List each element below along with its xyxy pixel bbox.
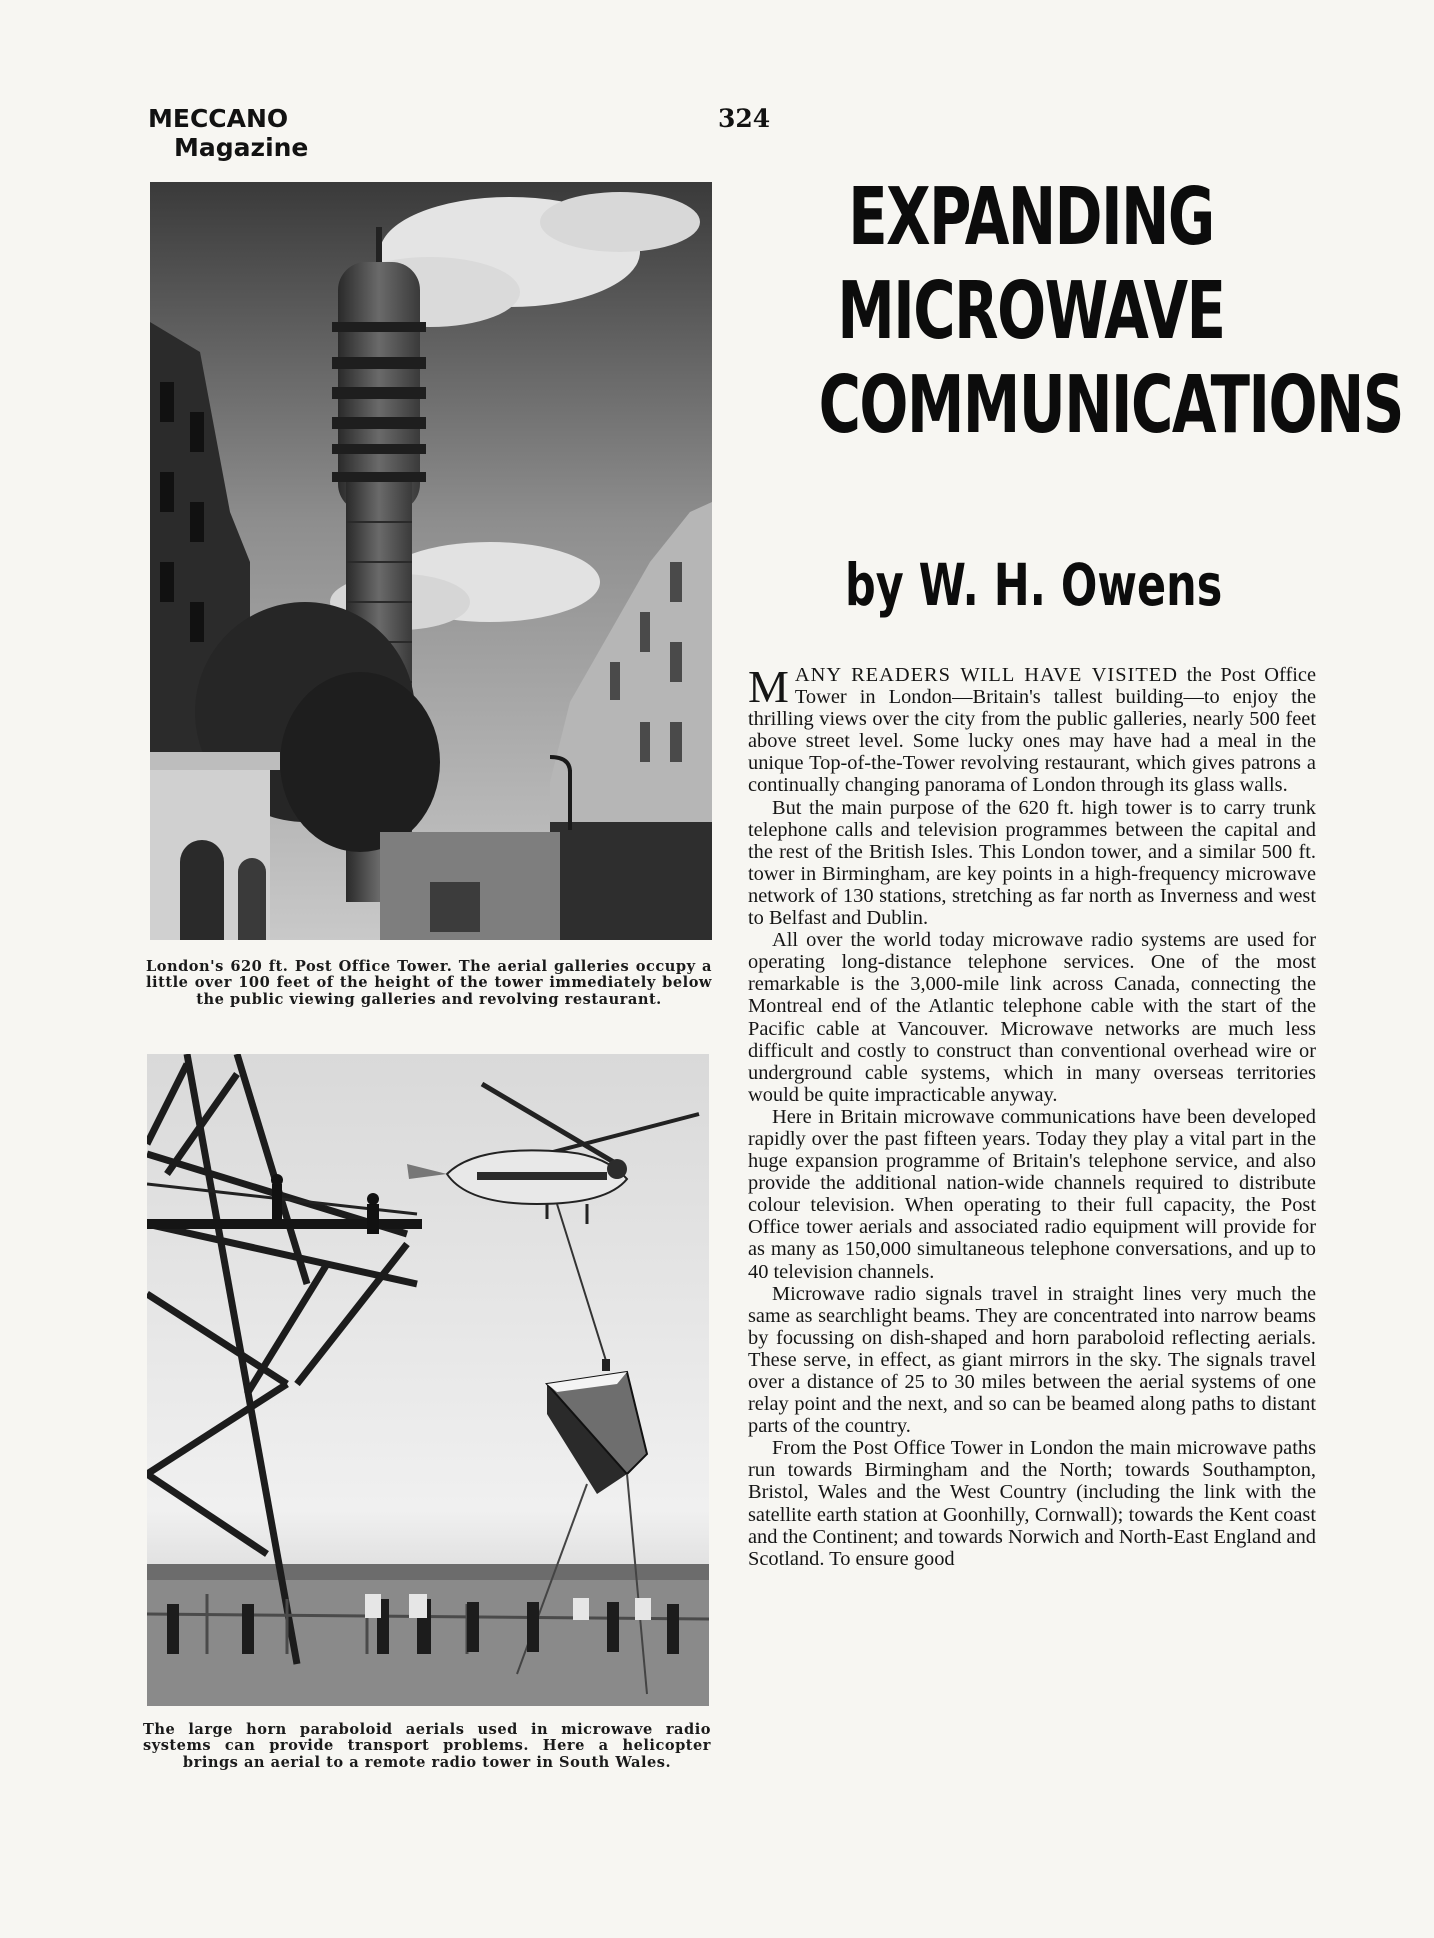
helicopter-aerial-photo: [147, 1054, 709, 1706]
masthead-line-1: MECCANO: [148, 104, 289, 133]
article-body: [748, 661, 1316, 1570]
post-office-tower-photo: [150, 182, 712, 940]
paragraph-1: [748, 661, 1316, 797]
paragraph-6: From the Post Office Tower in London the main microwave paths run towards Birmingham and the North; towards Southampton, Bristol, Wales and the West Country (including the link with the satellite earth station at Goonhilly, Cornwall); towards the Kent coast and the Continent; and towards Norwich and North-East England and Scotland. To ensure good: [748, 1437, 1316, 1570]
magazine-masthead: [148, 104, 308, 162]
paragraph-3: All over the world today microwave radio systems are used for operating long-distance telephone services. One of the most remarkable is the 3,000-mile link across Canada, connecting the Montreal end of the Atlantic telephone cable with the start of the Pacific cable at Vancouver. Microwave networks are much less difficult and costly to construct than conventional overhead wire or underground cable systems, which in many overseas territories would be quite impracticable anyway.: [748, 929, 1316, 1106]
article-title: [818, 170, 1403, 452]
masthead-line-2: Magazine: [174, 133, 309, 162]
title-line-1: EXPANDING: [848, 171, 1214, 263]
lead-caps: ANY READERS WILL HAVE VISITED: [794, 664, 1178, 686]
paragraph-4: Here in Britain microwave communications have been developed rapidly over the past fifteen years. Today they play a vital part in the huge expansion programme of Britain's telephone service, and also provide the additional nation-wide channels required to distribute colour television. When operating to their full capacity, the Post Office tower aerials and associated radio equipment will provide for as many as 150,000 simultaneous telephone conversations, and up to 40 television channels.: [748, 1105, 1316, 1283]
paragraph-1-text: the Post Office Tower in London—Britain's tallest building—to enjoy the thrilling views over the city from the public galleries, nearly 500 feet above street level. Some lucky ones may have had a meal in the unique Top-of-the-Tower revolving restaurant, which gives patrons a continually changing panorama of London through its glass walls.: [748, 664, 1316, 797]
drop-cap: M: [748, 661, 789, 712]
paragraph-5: Microwave radio signals travel in straight lines very much the same as searchlight beams. They are concentrated into narrow beams by focussing on dish-shaped and horn paraboloid reflecting aerials. These serve, in effect, as giant mirrors in the sky. The signals travel over a distance of 25 to 30 miles between the aerial systems of one relay point and the next, and so can be beamed along paths to distant parts of the country.: [748, 1282, 1316, 1438]
author-byline: by W. H. Owens: [845, 551, 1223, 619]
title-line-3: COMMUNICATIONS: [818, 359, 1403, 451]
paragraph-2: But the main purpose of the 620 ft. high tower is to carry trunk telephone calls and television programmes between the capital and the rest of the British Isles. This London tower, and a similar 500 ft. tower in Birmingham, are key points in a high-frequency microwave network of 130 stations, stretching as far north as Inverness and west to Belfast and Dublin.: [748, 796, 1316, 930]
page-number: 324: [718, 104, 771, 133]
tower-photo-caption: London's 620 ft. Post Office Tower. The aerial galleries occupy a little over 100 feet of the height of the tower immediately below the public viewing galleries and revolving restaurant.: [146, 958, 712, 1008]
helicopter-photo-caption: The large horn paraboloid aerials used in microwave radio systems can provide transport problems. Here a helicopter brings an aerial to a remote radio tower in South Wales.: [143, 1721, 711, 1771]
title-line-2: MICROWAVE: [837, 265, 1225, 357]
